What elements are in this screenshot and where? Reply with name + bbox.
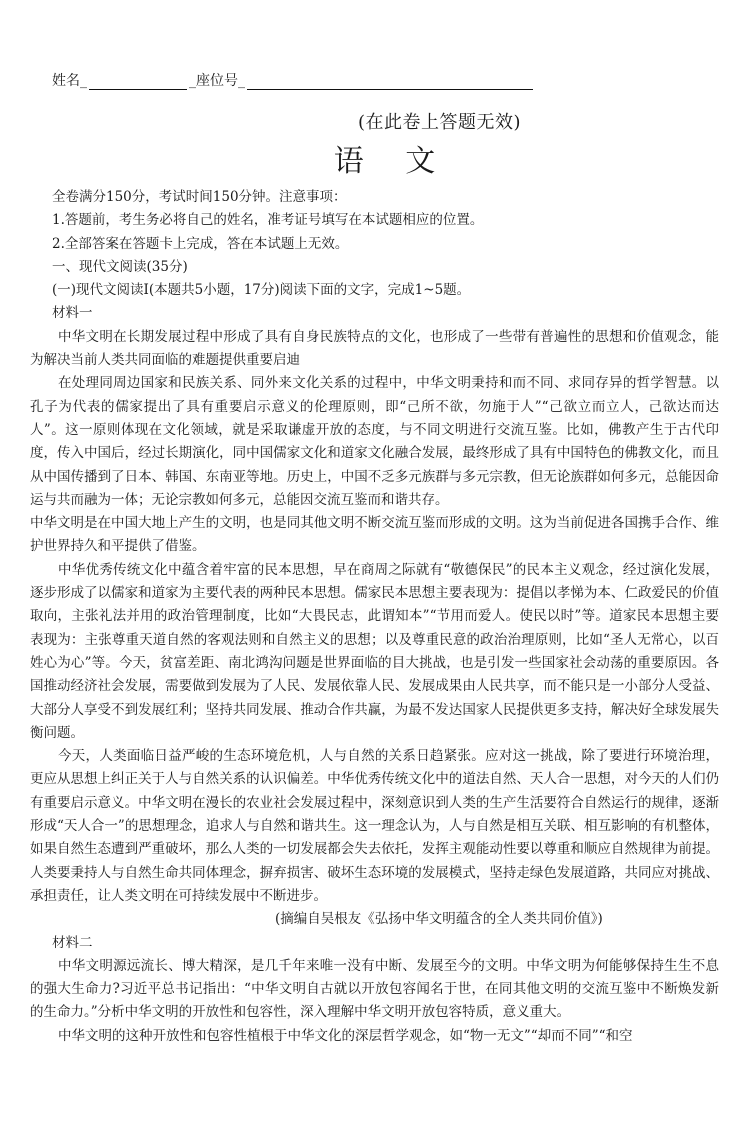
subsection-heading: (一)现代文阅读I(本题共5小题，17分)阅读下面的文字，完成1~5题。 — [52, 282, 471, 299]
seat-label: _座位号_ — [189, 73, 245, 89]
total-score-line: 全卷满分150分，考试时间150分钟。注意事项： — [52, 189, 347, 205]
invalid-notice: (在此卷上答题无效) — [357, 112, 522, 133]
material-2-paragraph-1: 中华文明源远流长、博大精深，是几千年来唯一没有中断、发展至今的文明。中华文明为何能够保持生生不息的强大生命力?习近平总书记指出：“中华文明自古就以开放包容闻名于世，在同其他文明的交流互鉴中不断焕发新的生命力。”分析中华文明的开放性和包容性，深入理解中华文明开放包容特质，意义重大。 — [30, 957, 719, 1021]
instruction-item-2: 2.全部答案在答题卡上完成，答在本试题上无效。 — [52, 235, 349, 252]
material-1-label: 材料一 — [52, 305, 93, 322]
material-2 — [30, 932, 719, 1048]
section-heading: 一、现代文阅读(35分) — [52, 258, 188, 275]
material-1-paragraph-4: 中华优秀传统文化中蕴含着牢富的民本思想，早在商周之际就有“敬德保民”的民本主义观念，经过演化发展，逐步形成了以儒家和道家为主要代表的两种民本思想。儒家民本思想主要表现为：提倡以孝悌为本、仁政爱民的价值取向，主张礼法并用的政治管理制度，比如“大畏民志，此谓知本”“节用而爱人。使民以时”等。道家民本思想主要表现为：主张尊重天道自然的客观法则和自然主义的思想；以及尊重民意的政治治理原则，比如“圣人无常心，以百姓心为心”等。今天，贫富差距、南北鸿沟问题是世界面临的目大挑战，也是引发一些国家社会动荡的重要原因。各国推动经济社会发展，需要做到发展为了人民、发展依靠人民、发展成果由人民共享，而不能只是一小部分人受益、大部分人享受不到发展红利；坚持共同发展、推动合作共赢，为最不发达国家人民提供更多支持，解决好全球发展失衡问题。 — [30, 561, 719, 741]
name-blank[interactable] — [89, 73, 187, 90]
name-label: 姓名_ — [52, 73, 87, 89]
page-title: 语 文 — [333, 144, 452, 179]
material-1 — [30, 326, 719, 932]
material-1-paragraph-5: 今天，人类面临日益严峻的生态环境危机，人与自然的关系日趋紧张。应对这一挑战，除了要进行环境治理，更应从思想上纠正关于人与自然关系的认识偏差。中华优秀传统文化中的道法自然、天人合一思想，对今天的人们仍有重要启示意义。中华文明在漫长的农业社会发展过程中，深刻意识到人类的生产生活要符合自然运行的规律，逐渐形成“天人合一”的思想理念，追求人与自然和谐共生。这一理念认为，人与自然是相互关联、相互影响的有机整体，如果自然生态遭到严重破坏，那么人类的一切发展都会失去依托，发挥主观能动性要以尊重和顺应自然规律为前提。人类要秉持人与自然生命共同体理念，摒弃损害、破坏生态环境的发展模式，坚持走绿色发展道路，共同应对挑战、承担责任，让人类文明在可持续发展中不断进步。 — [30, 748, 719, 904]
material-2-label: 材料二 — [52, 934, 93, 951]
instruction-item-1: 1.答题前，考生务必将自己的姓名，准考证号填写在本试题相应的位置。 — [52, 212, 484, 229]
material-1-paragraph-1: 中华文明在长期发展过程中形成了具有自身民族特点的文化，也形成了一些带有普遍性的思想和价值观念，能为解决当前人类共同面临的难题提供重要启迪 — [30, 328, 719, 369]
material-2-paragraph-2: 中华文明的这种开放性和包容性植根于中华文化的深层哲学观念，如“物一无文”“却而不同”“和空 — [58, 1027, 633, 1044]
material-1-paragraph-2: 在处理同周边国家和民族关系、同外来文化关系的过程中，中华文明秉持和而不同、求同存异的哲学智慧。以孔子为代表的儒家提出了具有重要启示意义的伦理原则，即“己所不欲，勿施于人”“己欲立而立人，己欲达而达人”。这一原则体现在文化领域，就是采取谦虚开放的态度，与不同文明进行交流互鉴。比如，佛教产生于古代印度，传入中国后，经过长期演化，同中国儒家文化和道家文化融合发展，最终形成了具有中国特色的佛教文化，而且从中国传播到了日本、韩国、东南亚等地。历史上，中国不乏多元族群与多元宗教，但无论族群如何多元，总能因命运与共而融为一体；无论宗教如何多元，总能因交流互鉴而和谐共存。 — [30, 375, 719, 508]
header-fields — [30, 68, 719, 90]
material-1-source: (摘编自吴根友《弘扬中华文明蕴含的全人类共同价值》) — [275, 911, 603, 928]
seat-blank[interactable] — [247, 73, 533, 90]
instructions — [30, 186, 719, 326]
material-1-paragraph-3: 中华文明是在中国大地上产生的文明，也是同其他文明不断交流互鉴而形成的文明。这为当前促进各国携手合作、维护世界持久和平提供了借鉴。 — [30, 515, 719, 555]
